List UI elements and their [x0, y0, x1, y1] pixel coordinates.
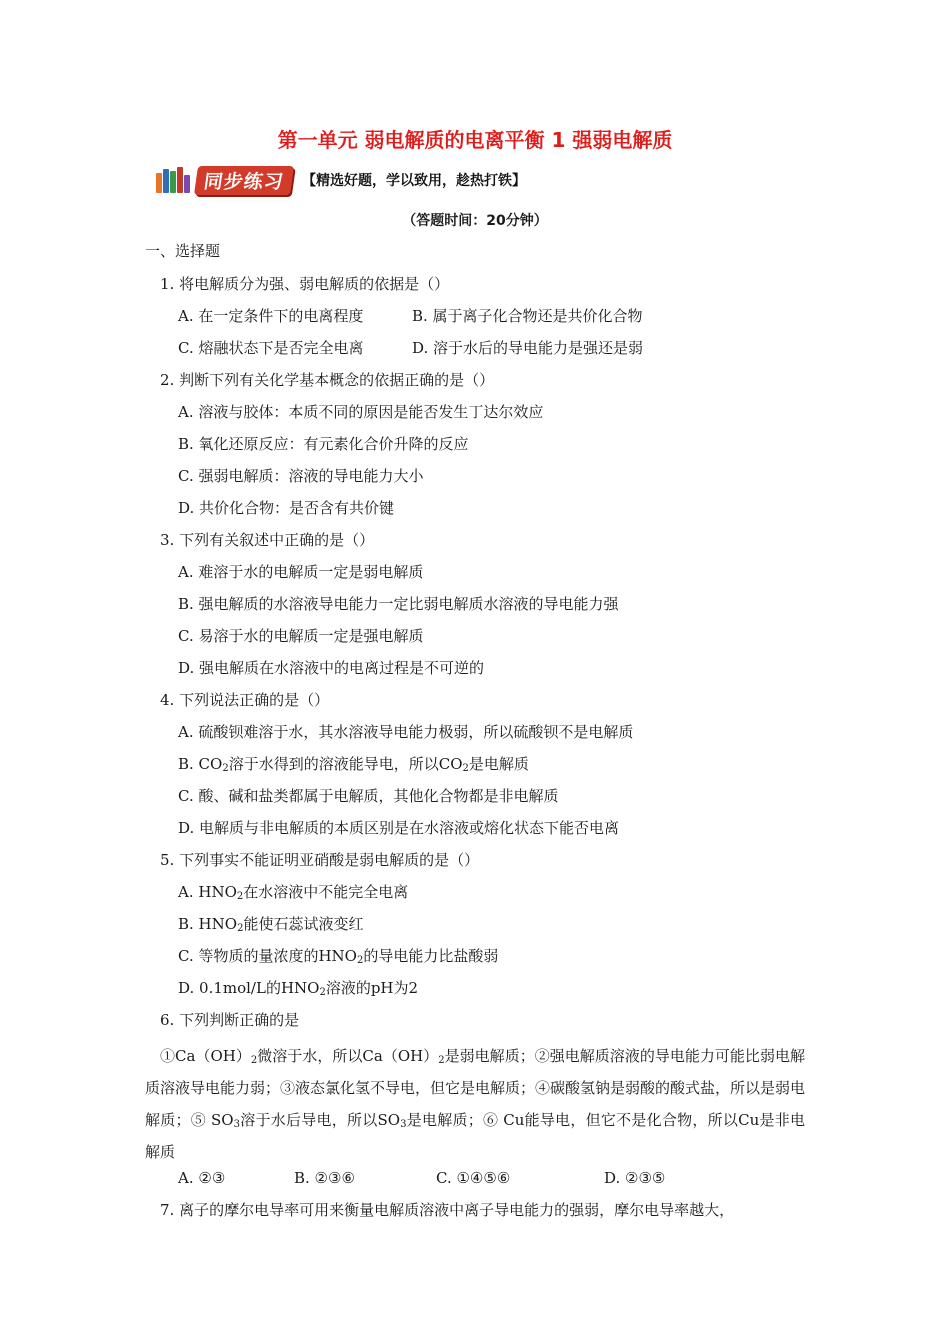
q4-option-a: A. 硫酸钡难溶于水，其水溶液导电能力极弱，所以硫酸钡不是电解质	[178, 723, 634, 741]
q1-option-a: A. 在一定条件下的电离程度	[178, 307, 364, 325]
banner-slogan: 【精选好题，学以致用，趁热打铁】	[302, 173, 527, 189]
q2-option-a: A. 溶液与胶体：本质不同的原因是能否发生丁达尔效应	[178, 403, 544, 421]
section-heading: 一、选择题	[145, 242, 221, 260]
books-icon	[156, 167, 190, 193]
q6-option-b: B. ②③⑥	[294, 1169, 355, 1187]
time-note: （答题时间：20分钟）	[402, 213, 548, 229]
question-6-statements: $①Ca(OH)_2$微溶于水，所以$Ca(OH)_2$是弱电解质；②强电解质溶液的导电能力可能比弱电解质溶液导电能力弱；③液态氯化氢不导电，但它是电解质；④碳酸氢钠是弱酸的酸式盐，所以是弱电解质；⑤ $SO_3$溶于水后导电，所以$SO_3$是电解质；⑥ Cu能导电，但它不是化合物，所以Cu是非电解质	[145, 1047, 806, 1161]
question-1-options-row-1	[178, 306, 643, 326]
question-2-stem: 2. 判断下列有关化学基本概念的依据正确的是（）	[160, 371, 495, 389]
practice-badge: 同步练习	[194, 166, 294, 195]
q3-option-d: D. 强电解质在水溶液中的电离过程是不可逆的	[178, 659, 485, 677]
q5-option-b: B. $HNO_2$能使石蕊试液变红	[178, 915, 364, 934]
q1-option-d: D. 溶于水后的导电能力是强还是弱	[412, 339, 644, 357]
question-6-options	[178, 1168, 665, 1188]
q1-option-b: B. 属于离子化合物还是共价化合物	[412, 307, 643, 325]
q2-option-b: B. 氧化还原反应：有元素化合价升降的反应	[178, 435, 469, 453]
q4-option-c: C. 酸、碱和盐类都属于电解质，其他化合物都是非电解质	[178, 787, 559, 805]
q5-option-c: C. 等物质的量浓度的$HNO_2$的导电能力比盐酸弱	[178, 947, 499, 966]
q1-option-c: C. 熔融状态下是否完全电离	[178, 339, 364, 357]
question-7-stem: 7. 离子的摩尔电导率可用来衡量电解质溶液中离子导电能力的强弱，摩尔电导率越大，	[160, 1201, 735, 1219]
q4-option-b: B. $CO_2$溶于水得到的溶液能导电，所以$CO_2$是电解质	[178, 755, 529, 774]
question-4-stem: 4. 下列说法正确的是（）	[160, 691, 330, 709]
q3-option-b: B. 强电解质的水溶液导电能力一定比弱电解质水溶液的导电能力强	[178, 595, 619, 613]
q3-option-a: A. 难溶于水的电解质一定是弱电解质	[178, 563, 424, 581]
q6-option-a: A. ②③	[178, 1169, 226, 1187]
q4-option-d: D. 电解质与非电解质的本质区别是在水溶液或熔化状态下能否电离	[178, 819, 620, 837]
q2-option-c: C. 强弱电解质：溶液的导电能力大小	[178, 467, 424, 485]
q5-option-a: A. $HNO_2$在水溶液中不能完全电离	[178, 883, 409, 902]
question-5-stem: 5. 下列事实不能证明亚硝酸是弱电解质的是（）	[160, 851, 480, 869]
q6-option-d: D. ②③⑤	[604, 1169, 666, 1187]
q2-option-d: D. 共价化合物：是否含有共价键	[178, 499, 395, 517]
page-title: 第一单元 弱电解质的电离平衡 1 强弱电解质	[277, 128, 673, 152]
question-6-stem: 6. 下列判断正确的是	[160, 1011, 300, 1029]
question-1-options-row-2	[178, 338, 643, 358]
q3-option-c: C. 易溶于水的电解质一定是强电解质	[178, 627, 424, 645]
question-3-stem: 3. 下列有关叙述中正确的是（）	[160, 531, 375, 549]
question-1-stem: 1. 将电解质分为强、弱电解质的依据是（）	[160, 275, 450, 293]
q5-option-d: D. 0.1mol/L的$HNO_2$溶液的pH为2	[178, 979, 419, 998]
q6-option-c: C. ①④⑤⑥	[436, 1169, 511, 1187]
practice-banner	[156, 165, 526, 195]
